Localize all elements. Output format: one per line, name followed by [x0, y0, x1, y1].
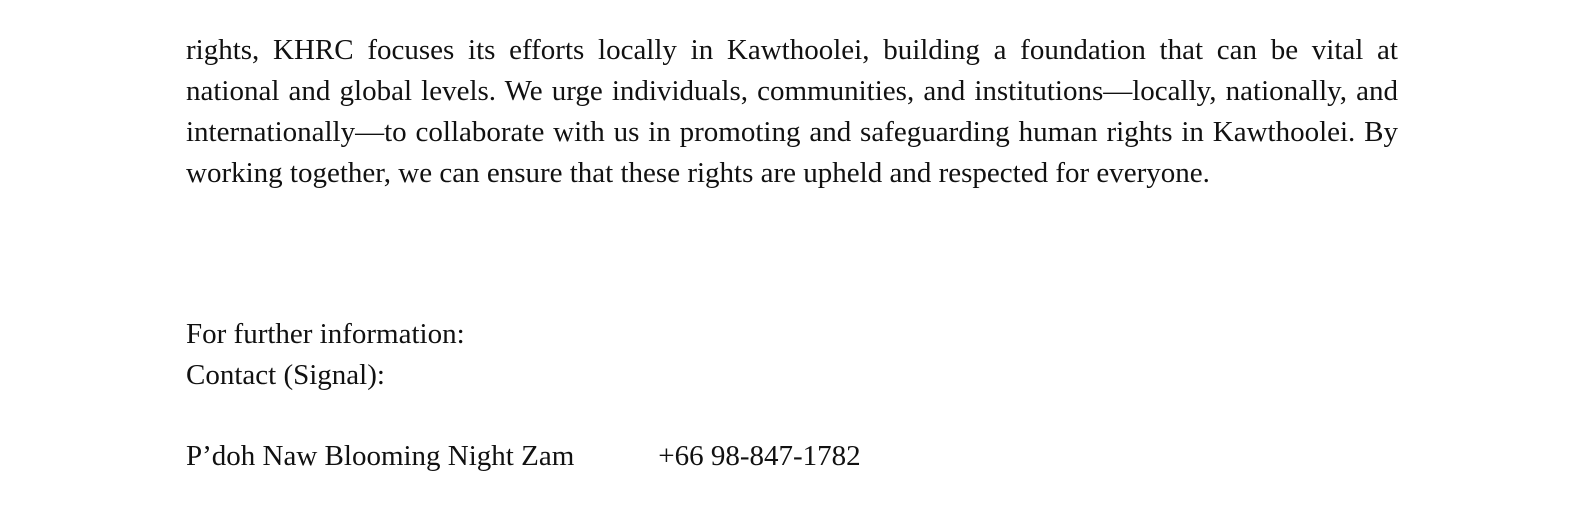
- document-page: [186, 0, 1398, 512]
- further-information-block: [186, 314, 465, 396]
- further-information-label: For further information:: [186, 318, 465, 350]
- contact-row: [186, 436, 861, 477]
- contact-label: Contact (Signal):: [186, 359, 385, 391]
- body-paragraph: rights, KHRC focuses its efforts locally in Kawthoolei, building a foundation that can be vital at national and global levels. We urge individuals, communities, and institutions—locally, nationally, and internationally—to collaborate with us in promoting and safeguarding human rights in Kawthoolei. By working together, we can ensure that these rights are upheld and respected for everyone.: [186, 34, 1398, 189]
- contact-name: P’doh Naw Blooming Night Zam: [186, 440, 575, 472]
- contact-phone: +66 98-847-1782: [658, 440, 861, 472]
